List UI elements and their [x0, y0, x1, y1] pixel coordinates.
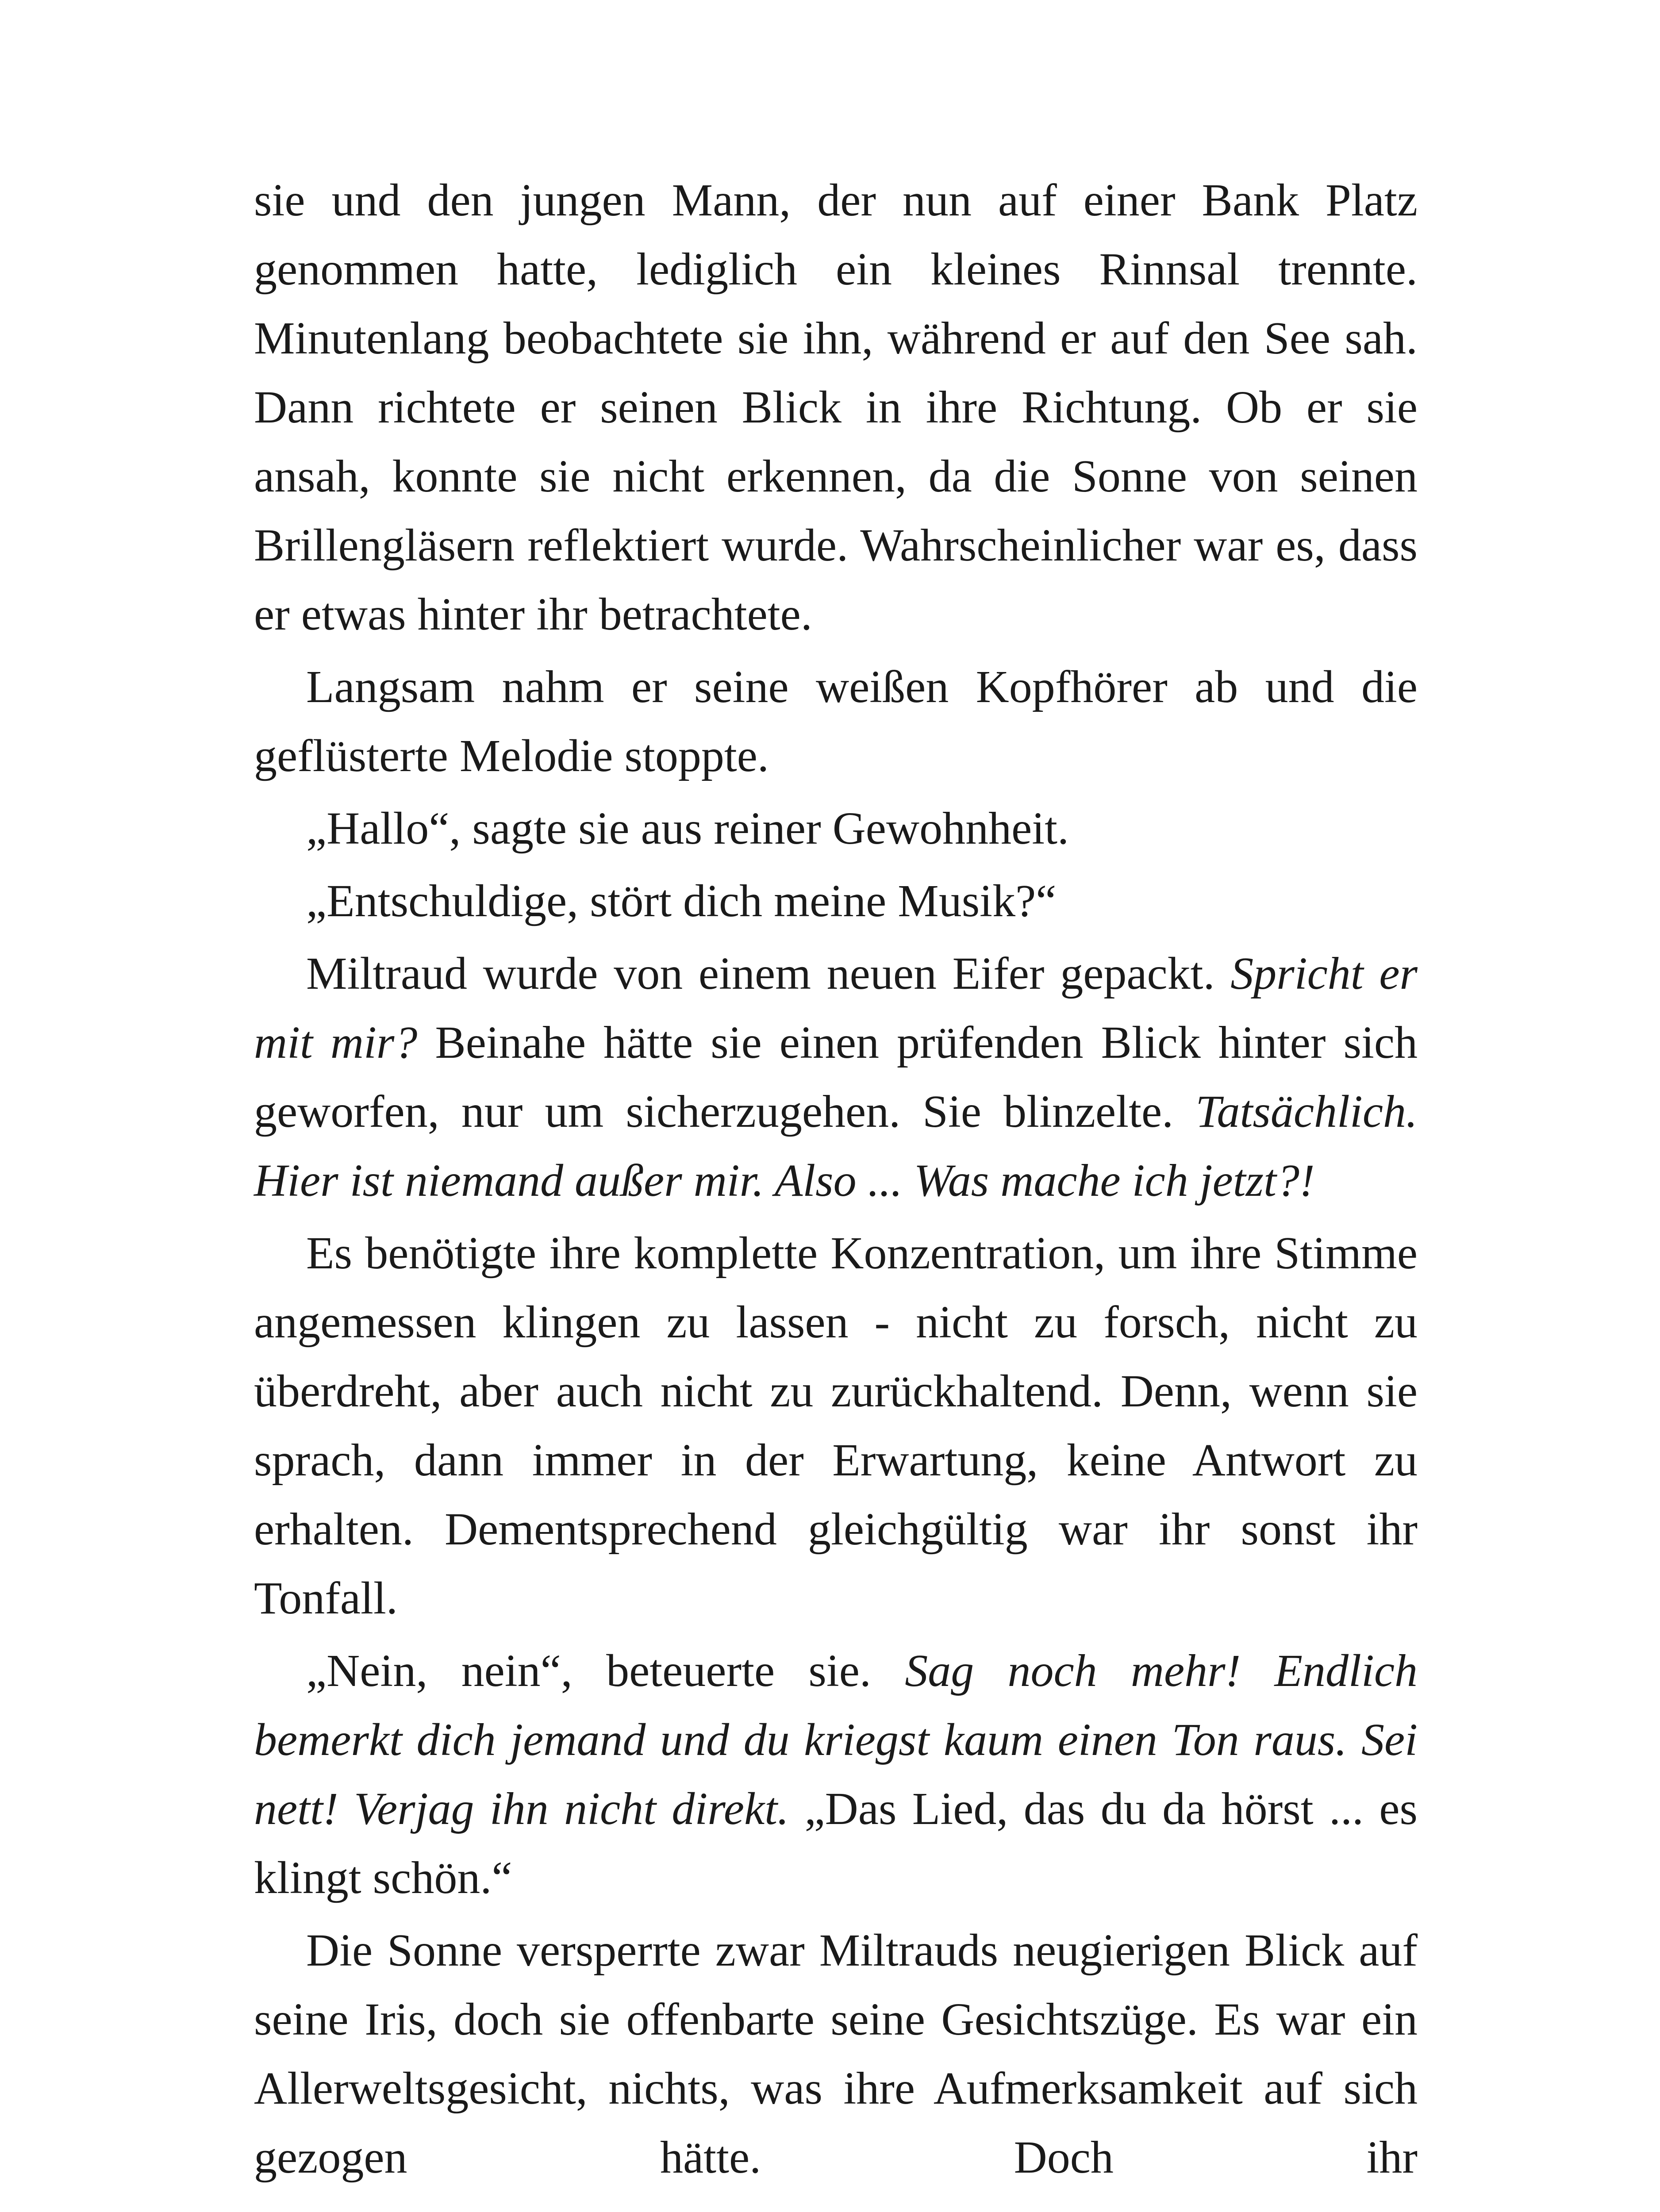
text-segment: „Hallo“, sagte sie aus reiner Gewohnheit. — [306, 803, 1069, 854]
text-segment: Es benötigte ihre komplette Konzentration, um ihre Stimme angemessen klingen zu lassen - nicht zu forsch, nicht zu überdreht, aber auch nicht zu zurückhaltend. Denn, wenn sie sprach, dann immer in der Erwartung, keine Antwort zu erhalten. Dementsprechend gleichgültig war ihr sonst ihr Tonfall. — [254, 1228, 1418, 1624]
paragraph-7 — [254, 1636, 1418, 1912]
paragraph-1 — [254, 166, 1418, 649]
italic-thought: Sag noch mehr! Endlich bemerkt dich jemand und du kriegst kaum einen Ton raus. Sei nett! Verjag ihn nicht direkt. — [254, 1645, 1418, 1834]
text-segment: Miltraud wurde von einem neuen Eifer gepackt. — [306, 948, 1231, 999]
body-text — [254, 166, 1418, 2192]
paragraph-2 — [254, 653, 1418, 791]
text-segment: Langsam nahm er seine weißen Kopfhörer ab und die geflüsterte Melodie stoppte. — [254, 661, 1418, 781]
italic-thought: Tatsächlich. Hier ist niemand außer mir. Also ... Was mache ich jetzt?! — [254, 1086, 1418, 1206]
paragraph-8 — [254, 1916, 1418, 2192]
text-segment: Beinahe hätte sie einen prüfenden Blick hinter sich geworfen, nur um sicherzugehen. Sie blinzelte. — [254, 1017, 1418, 1137]
paragraph-5 — [254, 939, 1418, 1215]
paragraph-4 — [254, 867, 1418, 936]
text-segment: „Entschuldige, stört dich meine Musik?“ — [306, 876, 1057, 926]
text-segment: „Das Lied, das du da hörst ... es klingt schön.“ — [254, 1783, 1418, 1903]
text-segment: sie und den jungen Mann, der nun auf einer Bank Platz genommen hatte, lediglich ein kleines Rinnsal trennte. Minutenlang beobachtete sie ihn, während er auf den See sah. Dann richtete er seinen Blick in ihre Richtung. Ob er sie ansah, konnte sie nicht erkennen, da die Sonne von seinen Brillengläsern reflektiert wurde. Wahrscheinlicher war es, dass er etwas hinter ihr betrachtete. — [254, 175, 1418, 640]
paragraph-6 — [254, 1219, 1418, 1633]
paragraph-3 — [254, 794, 1418, 863]
italic-thought: Spricht er mit mir? — [254, 948, 1418, 1068]
text-segment: „Nein, nein“, beteuerte sie. — [306, 1645, 905, 1696]
text-segment: Die Sonne versperrte zwar Miltrauds neugierigen Blick auf seine Iris, doch sie offenbarte seine Gesichtszüge. Es war ein Allerweltsgesicht, nichts, was ihre Aufmerksamkeit auf sich gezogen hätte. Doch ihr — [254, 1925, 1418, 2183]
